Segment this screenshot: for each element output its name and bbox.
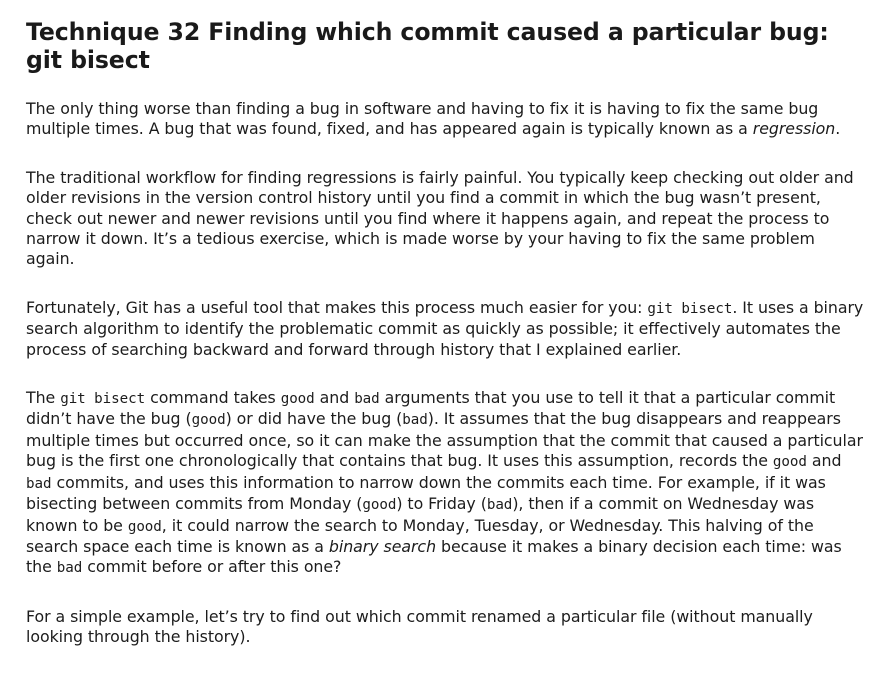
- paragraph-bisect-command: [26, 388, 866, 579]
- paragraph-intro-end: .: [835, 119, 841, 139]
- code-good: good: [280, 391, 315, 408]
- paragraph-fortunately: [26, 298, 866, 360]
- text-run: ) to Friday (: [396, 494, 487, 514]
- code-good: good: [191, 412, 226, 429]
- paragraph-workflow: The traditional workflow for finding regressions is fairly painful. You typically keep checking out older and older revisions in the version control history until you find a commit in which the bug wasn’t present, check out newer and newer revisions until you find where it happens again, and repeat the process to narrow it down. It’s a tedious exercise, which is made worse by your having to fix the same problem again.: [26, 167, 854, 269]
- code-git-bisect: git bisect: [60, 391, 146, 408]
- text-run: and: [314, 388, 355, 408]
- text-run: . It uses a binary search algorithm to identify the problematic commit as quickly as possible; it effectively automates the process of searching backward and forward through history that I explained earlier.: [26, 297, 864, 359]
- code-bad: bad: [354, 391, 380, 408]
- code-good: good: [362, 497, 397, 514]
- text-run: , it could narrow the search to Monday, Tuesday, or Wednesday. This halving of the search space each time is known as a: [26, 515, 814, 556]
- term-regression: regression: [752, 119, 836, 139]
- code-good: good: [772, 454, 807, 471]
- code-git-bisect: git bisect: [647, 300, 733, 317]
- text-run: because it makes a binary decision each time: was the: [26, 536, 842, 577]
- paragraph-example: For a simple example, let’s try to find out which commit renamed a particular file (without manually looking through the history).: [26, 606, 813, 647]
- code-bad: bad: [26, 475, 52, 492]
- text-run: commits, and uses this information to narrow down the commits each time. For example, if it was bisecting between commits from Monday (: [26, 472, 826, 514]
- text-run: command takes: [145, 388, 281, 408]
- text-run: ). It assumes that the bug disappears and reappears multiple times but occurred once, so it can make the assumption that the commit that caused a particular bug is the first one chronologically that contains that bug. It uses this assumption, records the: [26, 409, 863, 471]
- document-page: [26, 18, 866, 676]
- code-bad: bad: [402, 412, 428, 429]
- code-bad: bad: [56, 560, 83, 577]
- code-good: good: [127, 518, 162, 535]
- text-run: ) or did have the bug (: [225, 409, 403, 429]
- term-binary-search: binary search: [328, 536, 437, 556]
- paragraph-intro-text: The only thing worse than finding a bug in software and having to fix it is having to fix the same bug multiple times. A bug that was found, fixed, and has appeared again is typically known as a: [26, 99, 819, 139]
- section-heading: Technique 32 Finding which commit caused a particular bug: git bisect: [26, 18, 829, 74]
- paragraph-intro: [26, 99, 866, 140]
- text-run: ), then if a commit on Wednesday was known to be: [26, 494, 815, 535]
- text-run: and: [806, 451, 842, 471]
- text-run: commit before or after this one?: [82, 557, 342, 577]
- text-run: The: [26, 388, 61, 408]
- text-run: Fortunately, Git has a useful tool that makes this process much easier for you:: [26, 297, 648, 317]
- code-bad: bad: [486, 497, 513, 514]
- text-run: arguments that you use to tell it that a particular commit didn’t have the bug (: [26, 388, 836, 429]
